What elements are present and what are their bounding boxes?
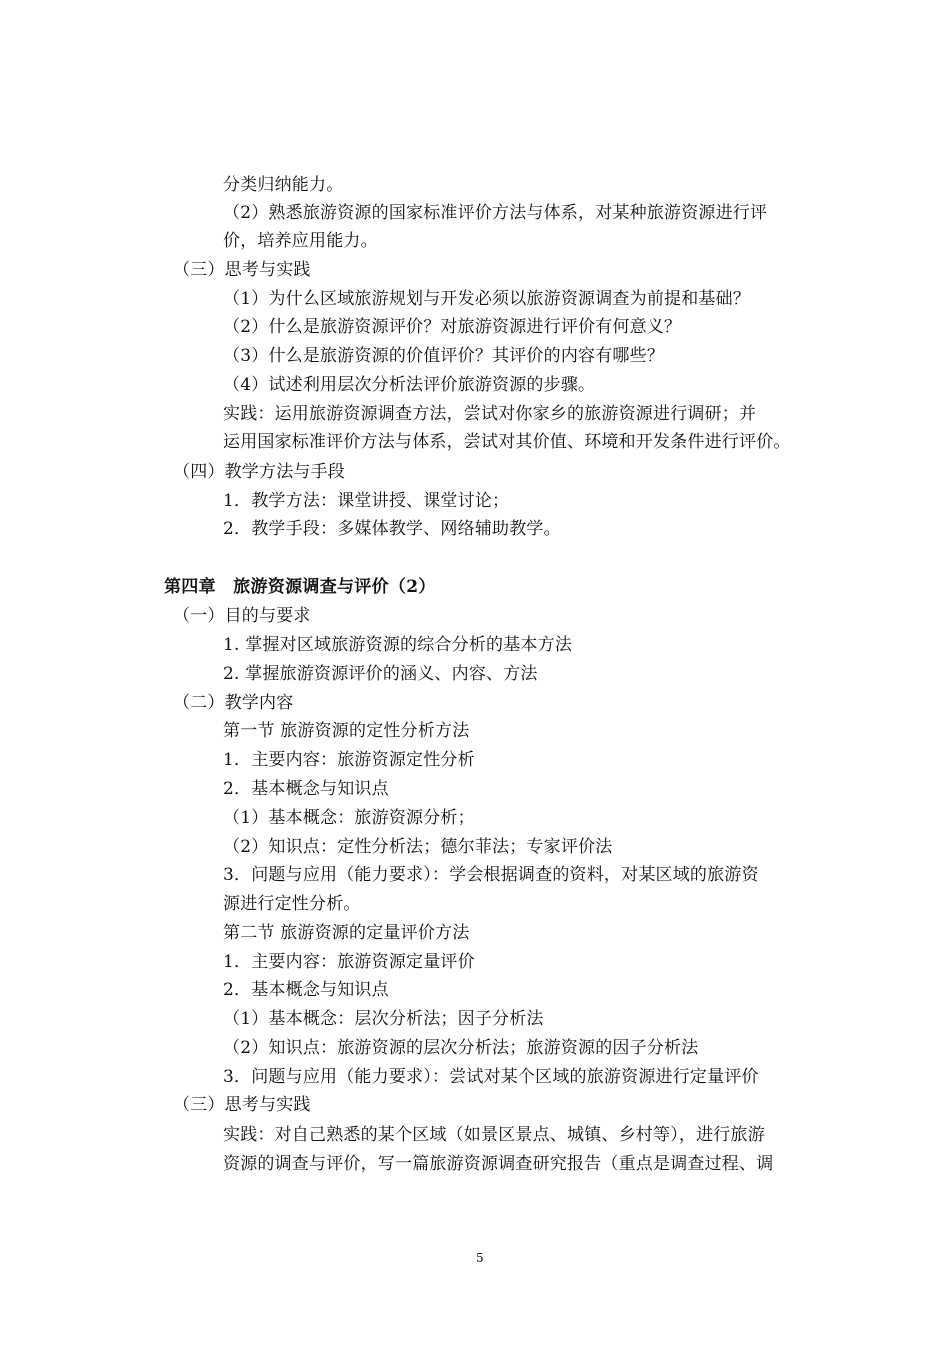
practice-text: 资源的调查与评价，写一篇旅游资源调查研究报告（重点是调查过程、调 xyxy=(223,1154,774,1174)
text-line: （2）熟悉旅游资源的国家标准评价方法与体系，对某种旅游资源进行评 xyxy=(223,203,768,223)
practice-text: 实践：对自己熟悉的某个区域（如景区景点、城镇、乡村等），进行旅游 xyxy=(223,1125,765,1145)
list-item: （1）基本概念：层次分析法；因子分析法 xyxy=(223,1009,544,1029)
list-item: 2．基本概念与知识点 xyxy=(223,779,389,799)
section-heading: （一）目的与要求 xyxy=(173,606,311,626)
subsection-title: 第一节 旅游资源的定性分析方法 xyxy=(223,721,470,741)
subsection-title: 第二节 旅游资源的定量评价方法 xyxy=(223,923,470,943)
list-item: 1. 掌握对区域旅游资源的综合分析的基本方法 xyxy=(223,635,573,655)
list-item: 2．教学手段：多媒体教学、网络辅助教学。 xyxy=(223,519,561,539)
practice-text: 实践：运用旅游资源调查方法，尝试对你家乡的旅游资源进行调研；并 xyxy=(223,404,757,424)
text-line: 价，培养应用能力。 xyxy=(223,231,378,251)
list-item: （2）知识点：定性分析法；德尔菲法；专家评价法 xyxy=(223,837,613,857)
chapter-title: 第四章 旅游资源调查与评价（2） xyxy=(164,577,436,597)
list-item: 1．教学方法：课堂讲授、课堂讨论； xyxy=(223,491,510,511)
question-item: （4）试述利用层次分析法评价旅游资源的步骤。 xyxy=(223,375,596,395)
question-item: （2）什么是旅游资源评价？对旅游资源进行评价有何意义？ xyxy=(223,317,682,337)
section-heading: （四）教学方法与手段 xyxy=(173,462,345,482)
section-heading: （三）思考与实践 xyxy=(173,260,311,280)
question-item: （1）为什么区域旅游规划与开发必须以旅游资源调查为前提和基础？ xyxy=(223,289,751,309)
list-item: 1．主要内容：旅游资源定量评价 xyxy=(223,952,475,972)
list-item: 2. 掌握旅游资源评价的涵义、内容、方法 xyxy=(223,664,538,684)
list-item: （2）知识点：旅游资源的层次分析法；旅游资源的因子分析法 xyxy=(223,1038,699,1058)
section-heading: （二）教学内容 xyxy=(173,693,294,713)
list-item: 2．基本概念与知识点 xyxy=(223,980,389,1000)
text-line: 源进行定性分析。 xyxy=(223,894,361,914)
page-number: 5 xyxy=(476,1251,484,1265)
practice-text: 运用国家标准评价方法与体系，尝试对其价值、环境和开发条件进行评价。 xyxy=(223,432,791,452)
section-heading: （三）思考与实践 xyxy=(173,1095,311,1115)
list-item: 3．问题与应用（能力要求）：尝试对某个区域的旅游资源进行定量评价 xyxy=(223,1067,759,1087)
list-item: 1．主要内容：旅游资源定性分析 xyxy=(223,750,475,770)
list-item: 3．问题与应用（能力要求）：学会根据调查的资料，对某区域的旅游资 xyxy=(223,865,759,885)
list-item: （1）基本概念：旅游资源分析； xyxy=(223,808,475,828)
text-line: 分类归纳能力。 xyxy=(223,175,344,195)
question-item: （3）什么是旅游资源的价值评价？其评价的内容有哪些？ xyxy=(223,346,665,366)
